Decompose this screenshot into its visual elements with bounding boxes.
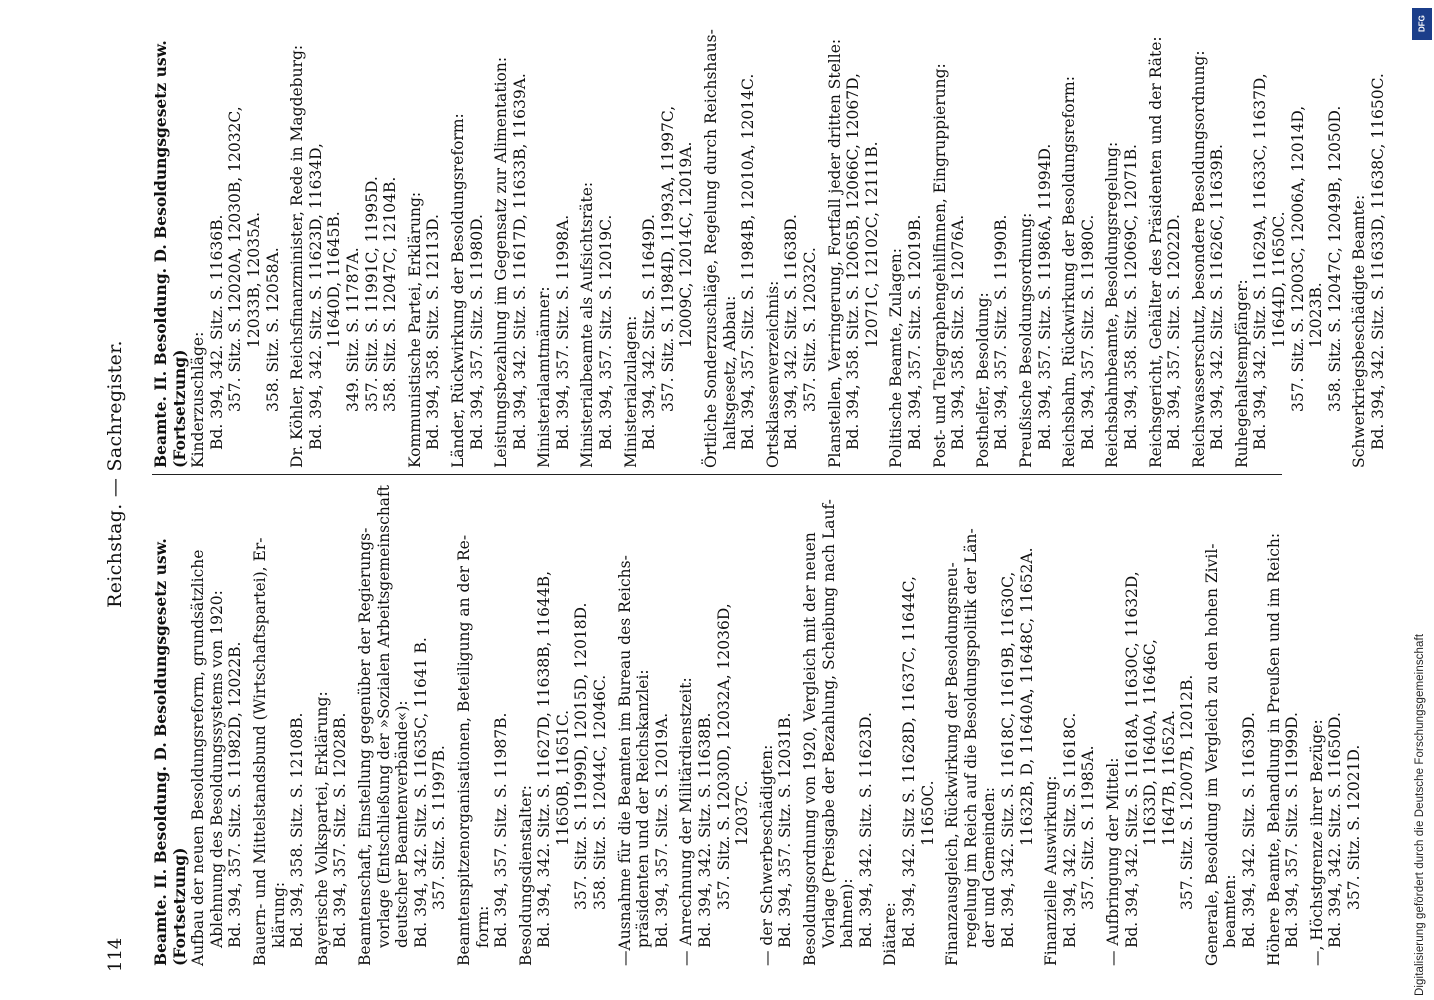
entry-line: Vorlage (Preisgabe der Bezahlung, Scheibung nach Lauf-	[819, 499, 838, 948]
entry-line: Bd. 394, 357. Sitz. S. 12019C.	[597, 214, 616, 450]
entry-line: form:	[473, 905, 492, 948]
index-entry	[677, 485, 751, 966]
entry-line: Ruhegehaltsempfänger:	[1232, 279, 1251, 468]
page-number: 114	[105, 937, 126, 972]
entry-line: Ablehnung des Besoldungssystems von 1920:	[207, 590, 226, 948]
index-entry	[702, 29, 758, 468]
entry-line: Planstellen, Verringerung, Fortfall jeder dritten Stelle:	[825, 38, 844, 468]
entry-line: Politische Beamte, Zulagen:	[887, 248, 906, 468]
entry-line: Reichsgericht, Gehälter des Präsidenten und der Räte:	[1146, 36, 1165, 468]
entry-line: 11647B, 11652A.	[1159, 710, 1178, 846]
entry-line: Leistungsbezahlung im Gegensatz zur Alimentation:	[492, 56, 511, 468]
entry-line: Bd. 394, 342. Sitz. S. 11638B.	[696, 712, 715, 948]
entry-line: 358. Sitz. S. 12058A.	[263, 247, 282, 412]
entry-line: Schwerkriegsbeschädigte Beamte:	[1350, 194, 1369, 468]
index-entry	[622, 29, 696, 468]
entry-line: Post- und Telegraphengehilfinnen, Eingruppierung:	[930, 63, 949, 468]
index-entry	[1350, 29, 1387, 468]
index-entry	[887, 29, 924, 468]
entry-line: Beamtenschaft, Einstellung gegenüber der Regierungs-	[355, 527, 374, 966]
entry-line: 357. Sitz. S. 12007B, 12012B.	[1178, 674, 1197, 910]
entry-line: 358. Sitz. S. 12044C, 12046C.	[591, 674, 610, 910]
index-entry	[1104, 485, 1197, 966]
index-columns	[151, 29, 1388, 972]
entry-line: Bd. 394, 358. Sitz. S. 12076A.	[949, 214, 968, 450]
entry-line: 358. Sitz. S. 12047C, 12049B, 12050D.	[1325, 105, 1344, 412]
entry-line: Kommunistische Partei, Erklärung:	[405, 191, 424, 468]
index-column-left	[151, 475, 1364, 972]
page-header	[104, 36, 138, 972]
index-entry	[1103, 29, 1140, 468]
entry-line: 11633D, 11640A, 11646C,	[1141, 639, 1160, 846]
entry-line: Bd. 394, 342. Sitz. S. 11618C.	[1060, 712, 1079, 948]
entry-line: Reichsbahn, Rückwirkung der Besoldungsreform:	[1060, 76, 1079, 468]
entry-line: Bd. 394, 357. Sitz. S. 12028B.	[331, 712, 350, 948]
index-entry	[616, 485, 672, 966]
entry-line: Bd. 394, 342. Sitz. S. 11635C, 11641 B.	[411, 637, 430, 948]
entry-line: Bd. 394, 358. Sitz. S. 12113D.	[424, 214, 443, 450]
entry-line: Bd. 394, 357. Sitz. S. 12022D.	[1165, 214, 1184, 450]
index-entry	[974, 29, 1011, 468]
entry-line: Ministerialamtmänner:	[535, 286, 554, 468]
index-entry	[943, 485, 1036, 966]
entry-line: —Ausnahme für die Beamten im Bureau des Reichs-	[615, 555, 634, 966]
index-entry	[1017, 29, 1054, 468]
entry-line: Diätare:	[881, 902, 900, 966]
entry-line: Bd. 394, 357. Sitz. S. 11999D.	[1283, 712, 1302, 948]
entry-line: klärung:	[269, 881, 288, 948]
entry-line: Reichswasserschutz, besondere Besoldungsordnung:	[1189, 50, 1208, 468]
entry-line: 357. Sitz. S. 11997B.	[430, 745, 449, 910]
entry-line: regelung im Reich auf die Besoldungspolitik der Län-	[961, 528, 980, 948]
entry-line: Bd. 394, 357. Sitz. S. 11987B.	[492, 712, 511, 948]
entry-line: Bd. 394, 342. Sitz. S. 11623D.	[856, 712, 875, 948]
entry-line: 12033B, 12035A.	[244, 212, 263, 348]
entry-line: Beamtenspitzenorganisationen, Beteiligung an der Re-	[454, 534, 473, 966]
entry-line: 349. Sitz. S. 11787A.	[343, 247, 362, 412]
entry-line: Bd. 394, 342. Sitz. S. 11633D, 11638C, 11650C.	[1369, 73, 1388, 450]
entry-line: Örtliche Sonderzuschläge, Regelung durch Reichshaus-	[702, 29, 721, 468]
entry-line: Bd. 394, 357. Sitz. S. 12031B.	[776, 712, 795, 948]
entry-line: 357. Sitz. S. 11999D, 12015D, 12018D.	[572, 602, 591, 910]
index-entry	[1233, 29, 1345, 468]
digitization-credit	[1410, 0, 1434, 1000]
entry-line: Bd. 394, 342. Sitz. S. 11649D.	[640, 214, 659, 450]
entry-line: deutscher Beamtenverbände«):	[393, 700, 412, 948]
index-entry	[288, 29, 400, 468]
entry-line: Bd. 394, 357. Sitz. S. 11998A.	[553, 214, 572, 450]
entry-line: 11650B, 11651C.	[553, 709, 572, 846]
entry-line: (Fortsetzung)	[169, 847, 189, 966]
entry-line: Bd. 394, 342. Sitz S. 11628D, 11637C, 11644C,	[899, 576, 918, 948]
entry-line: Aufbau der neuen Besoldungsreform, grundsätzliche	[189, 549, 208, 966]
index-entry	[758, 485, 795, 966]
entry-line: Bd. 394, 342. Sitz. S. 11639D.	[1240, 712, 1259, 948]
index-entry	[251, 485, 307, 966]
entry-line: Preußische Besoldungsordnung:	[1016, 212, 1035, 468]
index-entry	[801, 485, 875, 966]
entry-line: —, Höchstgrenze ihrer Bezüge:	[1307, 719, 1326, 966]
index-entry	[356, 485, 449, 966]
entry-line: Bd. 394, 358. Sitz. S. 12108B.	[288, 712, 307, 948]
entry-line: 12071C, 12102C, 12111B.	[862, 141, 881, 348]
entry-line: präsidenten und der Reichskanzlei:	[634, 669, 653, 948]
index-entry	[455, 485, 511, 966]
index-entry	[1190, 29, 1227, 468]
entry-line: Bd. 394, 358. Sitz. S. 12065B, 12066C, 12067D,	[844, 73, 863, 450]
entry-line: 357. Sitz. S. 11985A.	[1079, 745, 1098, 910]
entry-line: Bauern- und Mittelstandsbund (Wirtschaftspartei), Er-	[250, 537, 269, 966]
index-entry	[535, 29, 572, 468]
entry-line: Bd. 394, 342. Sitz. S. 11638D.	[782, 214, 801, 450]
entry-line: der und Gemeinden:	[980, 787, 999, 948]
index-entry	[1147, 29, 1184, 468]
entry-line: Bd. 394, 342. Sitz. S. 11626C, 11639B.	[1208, 144, 1227, 450]
entry-line: Bd. 394, 342. Sitz. S. 11617D, 11633B, 11639A.	[510, 73, 529, 450]
entry-line: 11650C.	[918, 780, 937, 846]
entry-line: Kinderzuschläge:	[189, 331, 208, 468]
index-entry	[578, 29, 615, 468]
entry-line: Bd. 394, 357. Sitz. S. 12019A.	[652, 712, 671, 948]
entry-line: Bd. 394, 342. Sitz. S. 11629A, 11633C, 11637D,	[1251, 73, 1270, 450]
entry-line: 357. Sitz. S. 12030D, 12032A, 12036D,	[714, 603, 733, 910]
entry-line: Generale, Besoldung im Vergleich zu den hohen Zivil-	[1202, 543, 1221, 966]
entry-line: Bd. 394, 342. Sitz. S. 11636B.	[207, 214, 226, 450]
entry-line: Besoldungsordnung von 1920, Vergleich mit der neuen	[801, 532, 819, 966]
entry-line: 11632B, D, 11640A, 11648C, 11652A.	[1017, 547, 1036, 846]
index-entry	[313, 485, 350, 966]
entry-line: haltsgesetz, Abbau:	[720, 295, 739, 450]
index-entry	[1042, 485, 1098, 966]
entry-line: Bd. 394, 342. Sitz. S. 11627D, 11638B, 11644B,	[535, 570, 554, 948]
credit-text: Digitalisierung gefördert durch die Deutsche Forschungsgemeinschaft	[1414, 633, 1426, 996]
index-entry	[931, 29, 968, 468]
index-entry	[1308, 485, 1364, 966]
entry-line: Bd. 394, 357. Sitz. S. 11986A, 11994D.	[1035, 143, 1054, 450]
entry-line: Finanzielle Auswirkung:	[1042, 775, 1061, 966]
entry-line: 357. Sitz. S. 12020A, 12030B, 12032C,	[226, 106, 245, 412]
entry-line: 11640D, 11645B.	[325, 211, 344, 348]
entry-line: Reichsbahnbeamte, Besoldungsregelung:	[1103, 141, 1122, 468]
entry-line: Bd. 394, 357. Sitz. S. 11980D.	[467, 214, 486, 450]
entry-line: bahnen):	[838, 878, 857, 948]
entry-line: 357. Sitz. S. 12021D.	[1345, 744, 1364, 910]
entry-line: Ministerialzulagen:	[621, 315, 640, 468]
entry-line: Bd. 394, 342. Sitz. S. 11650D.	[1326, 712, 1345, 948]
entry-line: Bd. 394, 358. Sitz. S. 12069C, 12071B.	[1121, 144, 1140, 450]
entry-line: Bd. 394, 342. Sitz. S. 11618C, 11619B, 11630C,	[998, 571, 1017, 948]
entry-line: 357. Sitz. S. 12032C.	[801, 247, 819, 412]
entry-line: vorlage (Entschließung der »Sozialen Arbeitsgemeinschaft	[374, 484, 393, 948]
entry-line: Finanzausgleich, Rückwirkung der Besoldungsneu-	[943, 562, 962, 966]
entry-line: Bd. 394, 357. Sitz. S. 11982D, 12022B.	[226, 641, 245, 948]
page-title: Reichstag. — Sachregister.	[104, 340, 126, 608]
index-column-right	[151, 19, 1388, 475]
entry-line: Bd. 394, 342. Sitz. S. 11623D, 11634D,	[306, 143, 325, 450]
entry-line: Länder, Rückwirkung der Besoldungsreform:	[448, 113, 467, 468]
entry-line: Bd. 394, 342. Sitz. S. 11618A, 11630C, 11632D,	[1122, 571, 1141, 948]
index-entry	[517, 485, 610, 966]
entry-line: 12037C.	[733, 780, 752, 846]
index-entry	[492, 29, 529, 468]
entry-line: Beamte. II. Besoldung. D. Besoldungsgesetz usw.	[151, 40, 170, 468]
entry-line: — Aufbringung der Mittel:	[1103, 757, 1122, 966]
dfg-logo: DFG	[1412, 8, 1432, 40]
entry-line: 12009C, 12014C, 12019A.	[677, 141, 696, 348]
entry-line: Besoldungsdienstalter:	[516, 784, 535, 966]
entry-line: Beamte. II. Besoldung. D. Besoldungsgesetz usw.	[151, 538, 170, 966]
index-entry	[1203, 485, 1259, 966]
entry-line: 357. Sitz. S. 12003C, 12006A, 12014D,	[1288, 105, 1307, 412]
entry-line: 357. Sitz. S. 11984D, 11993A, 11997C,	[658, 105, 677, 412]
entry-line: 358. Sitz. S. 12047C, 12104B.	[381, 176, 400, 412]
entry-line: 12023B.	[1307, 282, 1326, 348]
entry-line: Bd. 394, 357. Sitz. S. 11984B, 12010A, 12014C.	[739, 73, 758, 450]
entry-line: 11644D, 11650C.	[1270, 211, 1289, 348]
entry-line: (Fortsetzung)	[169, 349, 189, 468]
entry-line: — der Schwerbeschädigten:	[757, 744, 776, 966]
rotated-page	[90, 0, 1388, 1000]
entry-line: Bd. 394, 357. Sitz. S. 11990B.	[992, 214, 1011, 450]
entry-line: Ministerialbeamte als Aufsichtsräte:	[578, 181, 597, 468]
entry-line: Bd. 394, 357. Sitz. S. 11980C.	[1078, 214, 1097, 450]
index-entry	[826, 29, 882, 468]
index-entry	[764, 29, 820, 468]
index-entry	[881, 485, 937, 966]
entry-line: beamten:	[1221, 874, 1240, 948]
index-entry	[1060, 29, 1097, 468]
entry-line: 357. Sitz. S. 11991C, 11995D.	[362, 176, 381, 412]
index-entry	[152, 29, 282, 468]
entry-line: Bayerische Volkspartei, Erklärung:	[312, 691, 331, 966]
entry-line: Dr. Köhler, Reichsfinanzminister, Rede in Magdeburg:	[288, 44, 307, 468]
index-entry	[449, 29, 486, 468]
entry-line: Posthelfer, Besoldung:	[973, 292, 992, 468]
entry-line: Höhere Beamte, Behandlung in Preußen und im Reich:	[1264, 532, 1283, 966]
entry-line: Ortsklassenverzeichnis:	[763, 280, 782, 468]
index-entry	[1265, 485, 1302, 966]
index-entry	[152, 485, 245, 966]
index-entry	[406, 29, 443, 468]
entry-line: Bd. 394, 357. Sitz. S. 12019B.	[905, 214, 924, 450]
entry-line: — Anrechnung der Militärdienstzeit:	[677, 677, 696, 966]
